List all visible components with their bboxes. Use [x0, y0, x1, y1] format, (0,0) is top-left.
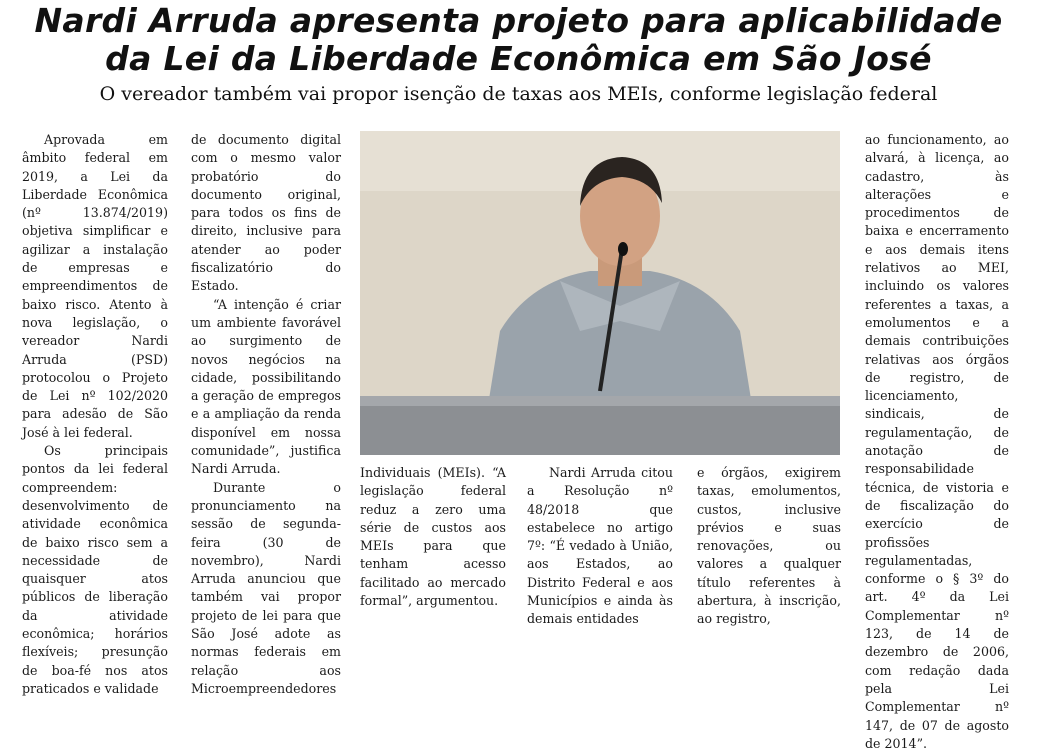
- paragraph: Aprovada em âmbito federal em 2019, a Lei da Liberdade Econômica (nº 13.874/2019) objetiva simplificar e agilizar a instalação de empresas e empreendimentos de baixo risco. Atento à nova legislação, o vereador Nardi Arruda (PSD) protocolou o Projeto de Lei nº 102/2020 para adesão de São José à lei federal.: [22, 132, 168, 440]
- paragraph: ao funcionamento, ao alvará, à licença, ao cadastro, às alterações e procedimentos de baixa e encerramento e aos demais itens relativos ao MEI, incluindo os valores referentes a taxas, a emolumentos e a demais contribuições relativas aos órgãos de registro, de licenciamento, sindicais, de regulamentação, de anotação de responsabilidade técnica, de vistoria e de fiscalização do exercício de profissões regulamentadas, conforme o § 3º do art. 4º da Lei Complementar nº 123, de 14 de dezembro de 2006, com redação dada pela Lei Complementar nº 147, de 07 de agosto de 2014”.: [865, 132, 1009, 751]
- paragraph: “A intenção é criar um ambiente favorável ao surgimento de novos negócios na cidade, possibilitando a geração de empregos e a ampliação da renda disponível em nossa comunidade”, justifica Nardi Arruda.: [191, 296, 341, 477]
- article-column-2: [191, 131, 341, 698]
- speaker-at-podium-icon: [360, 131, 840, 455]
- article-column-4: [527, 464, 673, 629]
- headline: [0, 2, 1037, 78]
- paragraph: Os principais pontos da lei federal compreendem: desenvolvimento de atividade econômica de baixo risco sem a necessidade de quaisquer atos públicos de liberação da atividade econômica; horários flexíveis; presunção de boa-fé nos atos praticados e validade: [22, 443, 168, 696]
- paragraph: Individuais (MEIs). “A legislação federal reduz a zero uma série de custos aos MEIs para que tenham acesso facilitado ao mercado formal”, argumentou.: [360, 465, 506, 609]
- paragraph: e órgãos, exigirem taxas, emolumentos, custos, inclusive prévios e suas renovações, ou valores a qualquer título referentes à abertura, à inscrição, ao registro,: [697, 465, 841, 627]
- article-column-3: [360, 464, 506, 610]
- headline-line-1: Nardi Arruda apresenta projeto para aplicabilidade: [34, 1, 1003, 40]
- subheadline: O vereador também vai propor isenção de taxas aos MEIs, conforme legislação federal: [99, 83, 938, 105]
- article-column-1: [22, 131, 168, 698]
- paragraph: de documento digital com o mesmo valor probatório do documento original, para todos os fins de direito, inclusive para atender ao poder fiscalizatório do Estado.: [191, 132, 341, 294]
- article-photo: [360, 131, 840, 455]
- article-column-5: [697, 464, 841, 629]
- paragraph: Durante o pronunciamento na sessão de segunda-feira (30 de novembro), Nardi Arruda anunciou que também vai propor projeto de lei para que São José adote as normas federais em relação aos Microempreendedores: [191, 479, 341, 696]
- headline-line-2: da Lei da Liberdade Econômica em São José: [105, 39, 932, 78]
- paragraph: Nardi Arruda citou a Resolução nº 48/2018 que estabelece no artigo 7º: “É vedado à União, aos Estados, ao Distrito Federal e aos Municípios e ainda às demais entidades: [527, 465, 673, 627]
- article-column-6: [865, 131, 1009, 753]
